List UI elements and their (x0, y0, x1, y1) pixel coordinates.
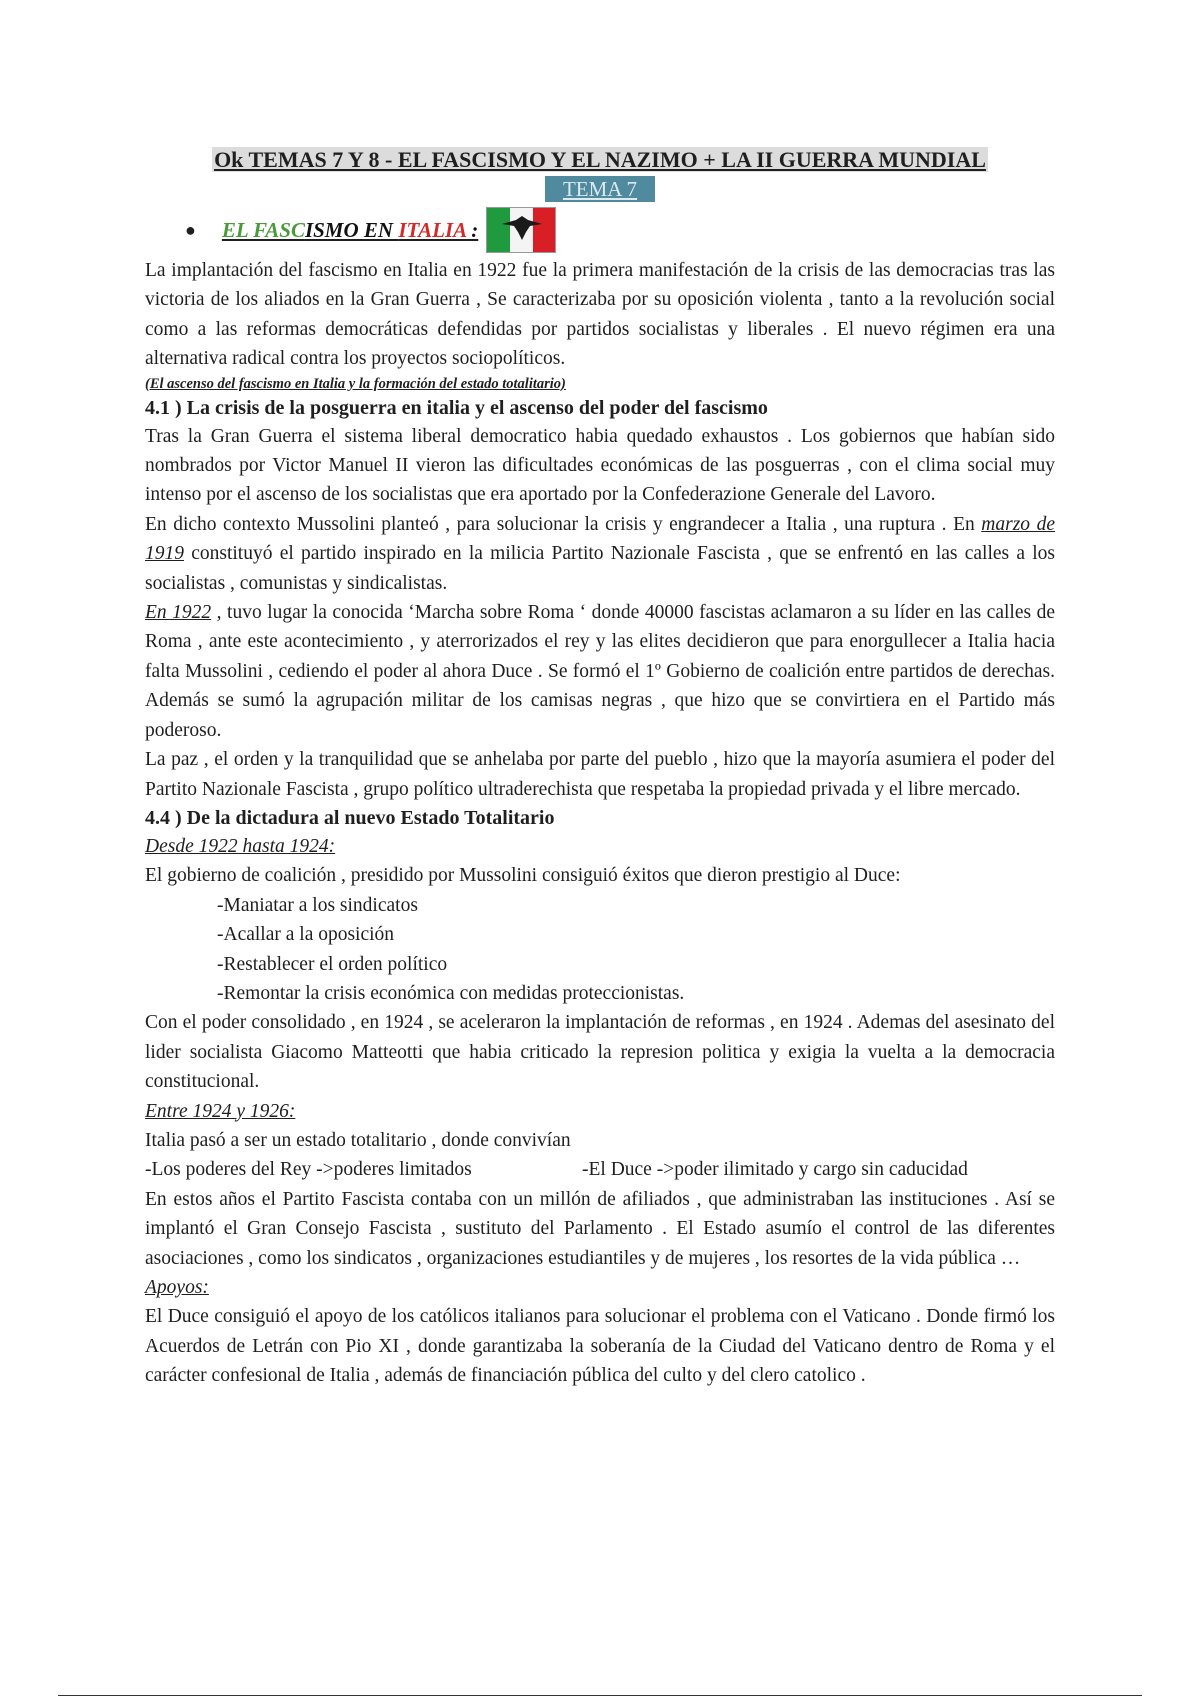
page-title: Ok TEMAS 7 Y 8 - EL FASCISMO Y EL NAZIMO + LA II GUERRA MUNDIAL (214, 147, 986, 172)
paragraph: Con el poder consolidado , en 1924 , se aceleraron la implantación de reformas , en 1924 . Ademas del asesinato del lider socialista Giacomo Matteotti que habia criticado la represion politica y exigia la vuelta a la democracia constitucional. (145, 1012, 1055, 1093)
intro-paragraph: La implantación del fascismo en Italia en 1922 fue la primera manifestación de la crisis de las democracias tras las victoria de los aliados en la Gran Guerra , Se caracterizaba por su oposición violenta , tanto a la revolución social como a las reformas democráticas defendidas por partidos socialistas y liberales . El nuevo régimen era una alternativa radical contra los proyectos sociopolíticos. (145, 260, 1055, 370)
tema-badge-row (145, 176, 1055, 202)
paragraph: La paz , el orden y la tranquilidad que se anhelaba por parte del pueblo , hizo que la mayoría asumiera el poder del Partito Nazionale Fascista , grupo político ultraderechista que respetaba la propiedad privada y el libre mercado. (145, 749, 1055, 800)
document-page (145, 146, 1055, 1391)
date-marzo-1919: marzo de 1919 (145, 513, 1055, 565)
paragraph: El Duce consiguió el apoyo de los católicos italianos para solucionar el problema con el Vaticano . Donde firmó los Acuerdos de Letrán con Pio XI , donde garantizaba la soberanía de la Ciudad del Vaticano dentro de Roma y el carácter confesional de Italia , además de financiación pública del culto y del clero catolico . (145, 1306, 1055, 1387)
section-heading-italia: EL FASCISMO EN ITALIA : (221, 217, 479, 242)
date-1922: En 1922 (145, 602, 212, 624)
powers-duce: -El Duce ->poder ilimitado y cargo sin caducidad (582, 1159, 968, 1181)
paragraph: En estos años el Partito Fascista contaba con un millón de afiliados , que administraban las instituciones . Así se implantó el Gran Consejo Fascista , sustituto del Parlamento . El Estado asumío el control de las diferentes asociaciones , como los sindicatos , organizaciones estudiantiles y de mujeres , los resortes de la vida pública … (145, 1188, 1055, 1269)
section-4-4-heading: 4.4 ) De la dictadura al nuevo Estado Totalitario (145, 806, 555, 829)
period-label: Entre 1924 y 1926: (145, 1100, 296, 1122)
footer-divider (58, 1695, 1142, 1696)
subtitle: (El ascenso del fascismo en Italia y la formación del estado totalitario) (145, 375, 566, 392)
bullet-dot-icon: ● (185, 219, 196, 240)
powers-king: -Los poderes del Rey ->poderes limitados (145, 1159, 472, 1181)
list-item: -Remontar la crisis económica con medidas proteccionistas. (217, 982, 685, 1004)
bullet-heading (185, 204, 1055, 256)
italy-flag-icon (486, 207, 556, 253)
paragraph: El gobierno de coalición , presidido por Mussolini consiguió éxitos que dieron prestigio al Duce: (145, 865, 901, 887)
list-item: -Acallar a la oposición (217, 924, 395, 946)
powers-row (145, 1155, 1055, 1184)
paragraph: Tras la Gran Guerra el sistema liberal democratico habia quedado exhaustos . Los gobiernos que habían sido nombrados por Victor Manuel II vieron las dificultades económicas de las posguerras , con el clima social muy intenso por el ascenso de los socialistas que era aportado por la Confederazione Generale del Lavoro. (145, 425, 1055, 506)
paragraph: Italia pasó a ser un estado totalitario , donde convivían (145, 1129, 571, 1151)
tema-badge: TEMA 7 (545, 176, 655, 202)
period-label: Apoyos: (145, 1277, 209, 1298)
list-item: -Restablecer el orden político (217, 953, 448, 975)
section-4-1-heading: 4.1 ) La crisis de la posguerra en italia y el ascenso del poder del fascismo (145, 396, 768, 419)
paragraph: En 1922 , tuvo lugar la conocida ‘Marcha sobre Roma ‘ donde 40000 fascistas aclamaron a su líder en las calles de Roma , ante este acontecimiento , y aterrorizados el rey y las elites decidieron que para enorgullecer a Italia hacia falta Mussolini , cediendo el poder al ahora Duce . Se formó el 1º Gobierno de coalición entre partidos de derechas. Además se sumó la agrupación militar de los camisas negras , que hizo que se convirtiera en el Partido más poderoso. (145, 602, 1055, 741)
paragraph: En dicho contexto Mussolini planteó , para solucionar la crisis y engrandecer a Italia , una ruptura . En marzo de 1919 constituyó el partido inspirado en la milicia Partito Nazionale Fascista , que se enfrentó en las calles a los socialistas , comunistas y sindicalistas. (145, 513, 1055, 594)
period-label: Desde 1922 hasta 1924: (145, 835, 336, 857)
list-item: -Maniatar a los sindicatos (217, 894, 418, 916)
